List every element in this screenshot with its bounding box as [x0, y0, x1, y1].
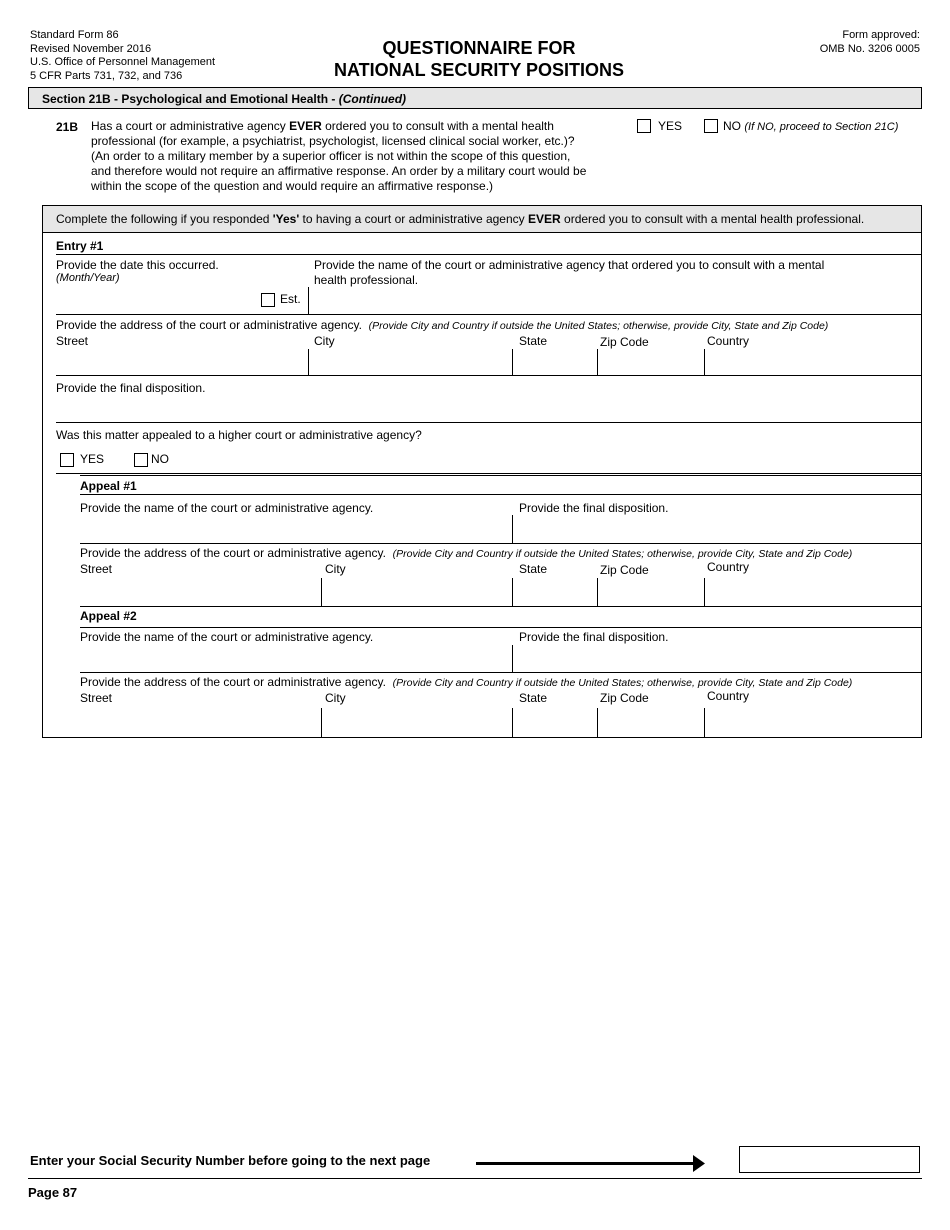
appeal-1-city-label: City	[325, 562, 346, 576]
appeal-2-address-label: Provide the address of the court or administrative agency. (Provide City and Country if outside the United States; otherwise, provide City, State and Zip Code)	[80, 675, 853, 689]
entry-state-input[interactable]	[514, 350, 596, 374]
appeal-2-title: Appeal #2	[80, 609, 137, 623]
section-header-bar	[28, 87, 922, 109]
omb-line2: OMB No. 3206 0005	[819, 42, 920, 55]
form-title	[279, 37, 679, 81]
entry-title: Entry #1	[56, 239, 104, 253]
form-title-line2: NATIONAL SECURITY POSITIONS	[333, 60, 625, 80]
appeal-1-zip-label: Zip Code	[600, 563, 649, 577]
ssn-input[interactable]	[739, 1146, 920, 1173]
appeal-2-disposition-label: Provide the final disposition.	[519, 630, 669, 644]
question-text: Has a court or administrative agency EVER ordered you to consult with a mental health professional (for example, a psychiatrist, psychologist, licensed clinical social worker, etc.)? (An order to a military member by a superior officer is not within the scope of this question, and therefore would not require an affirmative response. An order by a military court would be within the scope of the question and would require an affirmative response.)	[91, 119, 587, 193]
agency-name-input[interactable]	[310, 290, 920, 312]
date-estimated-checkbox[interactable]	[261, 293, 275, 307]
appeal-2-address-note: (Provide City and Country if outside the United States; otherwise, provide City, State and Zip Code)	[392, 677, 853, 689]
appeal-2-city-input[interactable]	[323, 710, 511, 736]
appeal-1-state-input[interactable]	[514, 580, 596, 604]
entry-city-input[interactable]	[310, 350, 511, 374]
appeal-1-address-note: (Provide City and Country if outside the United States; otherwise, provide City, State and Zip Code)	[392, 548, 853, 560]
question-number: 21B	[56, 120, 79, 134]
question-no-checkbox[interactable]	[704, 119, 718, 133]
right-arrow-icon	[693, 1155, 705, 1172]
appeal-1-city-input[interactable]	[323, 580, 511, 604]
entry-zip-input[interactable]	[599, 350, 703, 374]
section-title: Section 21B - Psychological and Emotional Health -	[42, 92, 339, 106]
appeal-2-name-input[interactable]	[81, 647, 511, 670]
entry-country-label: Country	[707, 334, 750, 348]
appeal-2-zip-input[interactable]	[599, 710, 703, 736]
appeal-1-name-label: Provide the name of the court or administrative agency.	[80, 501, 374, 515]
form-id-line: U.S. Office of Personnel Management	[30, 56, 216, 68]
appeal-1-disposition-label: Provide the final disposition.	[519, 501, 669, 515]
appeal-2-disposition-input[interactable]	[514, 647, 920, 670]
date-estimated-label: Est.	[280, 292, 301, 306]
question-no-note: (If NO, proceed to Section 21C)	[744, 121, 899, 133]
appeal-no-checkbox[interactable]	[134, 453, 148, 467]
appeal-2-zip-label: Zip Code	[600, 691, 649, 705]
appeal-yes-checkbox[interactable]	[60, 453, 74, 467]
entry-street-input[interactable]	[57, 350, 307, 374]
instruction-bar	[43, 206, 921, 232]
appeal-1-disposition-input[interactable]	[514, 517, 920, 541]
form-identification	[30, 29, 215, 83]
question-yes-label: YES	[658, 119, 683, 133]
appeal-2-state-label: State	[519, 691, 548, 705]
ssn-prompt: Enter your Social Security Number before going to the next page	[30, 1153, 431, 1168]
entry-state-label: State	[519, 334, 548, 348]
entry-street-label: Street	[56, 334, 89, 348]
form-id-line: 5 CFR Parts 731, 732, and 736	[30, 69, 183, 82]
question-no-label: NO (If NO, proceed to Section 21C)	[723, 119, 899, 133]
appeal-2-name-label: Provide the name of the court or administrative agency.	[80, 630, 374, 644]
entry-disposition-label: Provide the final disposition.	[56, 381, 206, 395]
appeal-2-city-label: City	[325, 691, 346, 705]
appeal-yes-label: YES	[80, 452, 105, 466]
date-label: Provide the date this occurred.	[56, 258, 219, 272]
appeal-2-state-input[interactable]	[514, 710, 596, 736]
appeal-1-street-input[interactable]	[81, 580, 320, 604]
entry-address-note: (Provide City and Country if outside the United States; otherwise, provide City, State and Zip Code)	[368, 320, 829, 332]
appeal-1-street-label: Street	[80, 562, 113, 576]
appeal-2-street-input[interactable]	[81, 710, 320, 736]
form-title-line1: QUESTIONNAIRE FOR	[382, 38, 576, 58]
appeal-1-state-label: State	[519, 562, 548, 576]
appeal-2-street-label: Street	[80, 691, 113, 705]
entry-country-input[interactable]	[706, 350, 920, 374]
appeal-no-label: NO	[151, 452, 169, 466]
appeal-1-name-input[interactable]	[81, 517, 511, 541]
agency-name-label: Provide the name of the court or administrative agency that ordered you to consult with a mental health professional.	[314, 258, 825, 287]
arrow-shaft	[476, 1162, 696, 1165]
appeal-2-country-label: Country	[707, 689, 750, 703]
appeal-1-country-input[interactable]	[706, 580, 920, 604]
entry-zip-label: Zip Code	[600, 335, 649, 349]
entry-disposition-input[interactable]	[57, 397, 919, 421]
appeal-1-zip-input[interactable]	[599, 580, 703, 604]
instruction-text: Complete the following if you responded 'Yes' to having a court or administrative agency EVER ordered you to consult with a mental health professional.	[56, 212, 865, 226]
question-yes-checkbox[interactable]	[637, 119, 651, 133]
omb-line1: Form approved:	[842, 29, 920, 41]
page-number: Page 87	[28, 1185, 78, 1200]
appeal-question: Was this matter appealed to a higher court or administrative agency?	[56, 428, 422, 442]
appeal-1-country-label: Country	[707, 560, 750, 574]
section-title-continued: (Continued)	[338, 92, 407, 106]
omb-approval	[820, 29, 920, 56]
date-format-hint: (Month/Year)	[56, 272, 120, 284]
appeal-2-country-input[interactable]	[706, 710, 920, 736]
form-id-line: Revised November 2016	[30, 42, 152, 55]
form-id-line: Standard Form 86	[30, 29, 119, 41]
entry-city-label: City	[314, 334, 335, 348]
appeal-1-title: Appeal #1	[80, 479, 137, 493]
entry-address-label: Provide the address of the court or administrative agency. (Provide City and Country if outside the United States; otherwise, provide City, State and Zip Code)	[56, 318, 829, 332]
appeal-1-address-label: Provide the address of the court or administrative agency. (Provide City and Country if outside the United States; otherwise, provide City, State and Zip Code)	[80, 546, 853, 560]
